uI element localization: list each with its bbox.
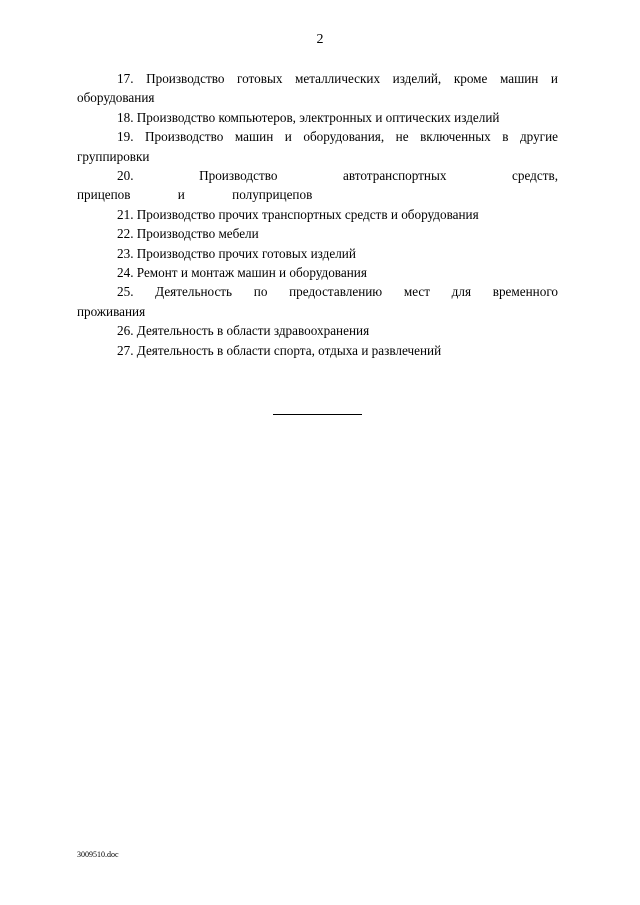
list-item: 24. Ремонт и монтаж машин и оборудования <box>117 265 367 281</box>
end-divider-line <box>273 414 362 415</box>
page-number: 2 <box>316 32 324 47</box>
list-item: 20. Производство автотранспортных средств, прицепов и полуприцепов <box>77 168 558 203</box>
footer-file-code: 3009510.doc <box>77 850 119 859</box>
list-item: 18. Производство компьютеров, электронных и оптических изделий <box>117 109 500 125</box>
list-item: 22. Производство мебели <box>117 226 259 242</box>
list-item: 23. Производство прочих готовых изделий <box>117 245 356 261</box>
list-item: 17. Производство готовых металлических изделий, кроме машин и оборудования <box>77 71 558 106</box>
list-item: 21. Производство прочих транспортных средств и оборудования <box>117 206 479 222</box>
list-item: 25. Деятельность по предоставлению мест для временного проживания <box>77 284 558 319</box>
list-item: 26. Деятельность в области здравоохранения <box>117 323 370 339</box>
list-item: 27. Деятельность в области спорта, отдыха и развлечений <box>117 342 442 358</box>
list-item: 19. Производство машин и оборудования, не включенных в другие группировки <box>77 129 558 164</box>
activity-list <box>77 69 558 360</box>
